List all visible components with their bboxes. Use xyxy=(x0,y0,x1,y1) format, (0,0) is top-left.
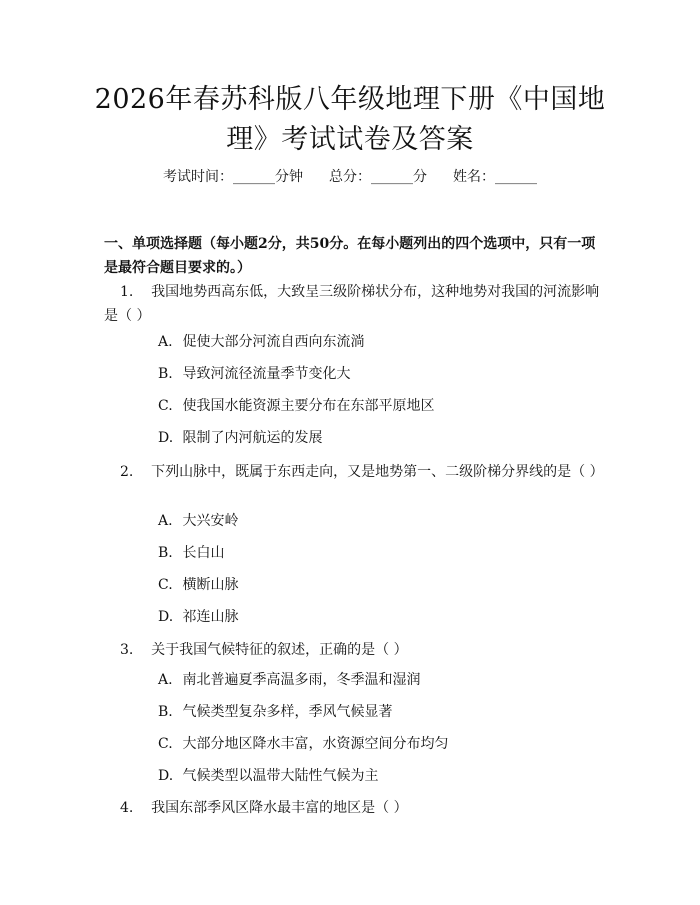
question-2-option-c xyxy=(158,575,598,595)
option-text: 祁连山脉 xyxy=(182,609,239,625)
option-letter: D. xyxy=(158,768,174,784)
option-text: 南北普遍夏季高温多雨，冬季温和湿润 xyxy=(182,672,421,688)
section-heading: 一、单项选择题（每小题2分，共50分。在每小题列出的四个选项中，只有一项是最符合题目要求的。） xyxy=(104,236,596,276)
question-number: 4. xyxy=(120,800,134,816)
option-text: 限制了内河航运的发展 xyxy=(182,430,323,446)
option-text: 大部分地区降水丰富，水资源空间分布均匀 xyxy=(182,736,449,752)
student-name-field: 姓名：______ xyxy=(453,169,537,185)
question-1-option-d xyxy=(158,428,598,448)
question-stem: 我国东部季风区降水最丰富的地区是（ ） xyxy=(151,800,408,816)
option-letter: C. xyxy=(158,736,173,752)
question-number: 3. xyxy=(120,642,134,658)
question-1-option-b xyxy=(158,364,598,384)
option-letter: D. xyxy=(158,609,174,625)
option-text: 促使大部分河流自西向东流淌 xyxy=(182,334,365,350)
option-text: 气候类型复杂多样，季风气候显著 xyxy=(182,704,393,720)
page-title: 2026年春苏科版八年级地理下册《中国地理》考试试卷及答案 xyxy=(94,84,606,155)
option-letter: A. xyxy=(158,672,173,688)
option-letter: C. xyxy=(158,398,173,414)
option-text: 大兴安岭 xyxy=(182,513,239,529)
option-letter: B. xyxy=(158,545,173,561)
question-2-option-b xyxy=(158,543,598,563)
question-number: 1. xyxy=(120,284,134,300)
total-score-field: 总分：______分 xyxy=(329,169,427,185)
question-2-option-a xyxy=(158,511,598,531)
option-text: 使我国水能资源主要分布在东部平原地区 xyxy=(182,398,435,414)
question-3-option-a xyxy=(158,670,598,690)
question-3-option-d xyxy=(158,766,598,786)
exam-meta-line xyxy=(0,167,700,187)
exam-time-field: 考试时间：______分钟 xyxy=(163,169,303,185)
question-number: 2. xyxy=(120,464,134,480)
question-stem: 我国地势西高东低，大致呈三级阶梯状分布，这种地势对我国的河流影响是（ ） xyxy=(104,284,600,324)
question-stem: 下列山脉中，既属于东西走向，又是地势第一、二级阶梯分界线的是（ ） xyxy=(151,464,604,480)
option-letter: B. xyxy=(158,366,173,382)
question-1-option-a xyxy=(158,332,598,352)
question-3-option-c xyxy=(158,734,598,754)
option-letter: B. xyxy=(158,704,173,720)
question-2-option-d xyxy=(158,607,598,627)
question-4 xyxy=(104,796,604,820)
question-3 xyxy=(104,638,604,662)
option-letter: A. xyxy=(158,334,173,350)
question-1 xyxy=(104,280,604,328)
option-text: 长白山 xyxy=(182,545,225,561)
question-1-option-c xyxy=(158,396,598,416)
option-letter: D. xyxy=(158,430,174,446)
option-letter: C. xyxy=(158,577,173,593)
question-3-option-b xyxy=(158,702,598,722)
option-text: 导致河流径流量季节变化大 xyxy=(182,366,351,382)
question-stem: 关于我国气候特征的叙述，正确的是（ ） xyxy=(151,642,408,658)
option-text: 横断山脉 xyxy=(182,577,239,593)
option-letter: A. xyxy=(158,513,173,529)
question-2 xyxy=(104,460,604,484)
option-text: 气候类型以温带大陆性气候为主 xyxy=(182,768,379,784)
